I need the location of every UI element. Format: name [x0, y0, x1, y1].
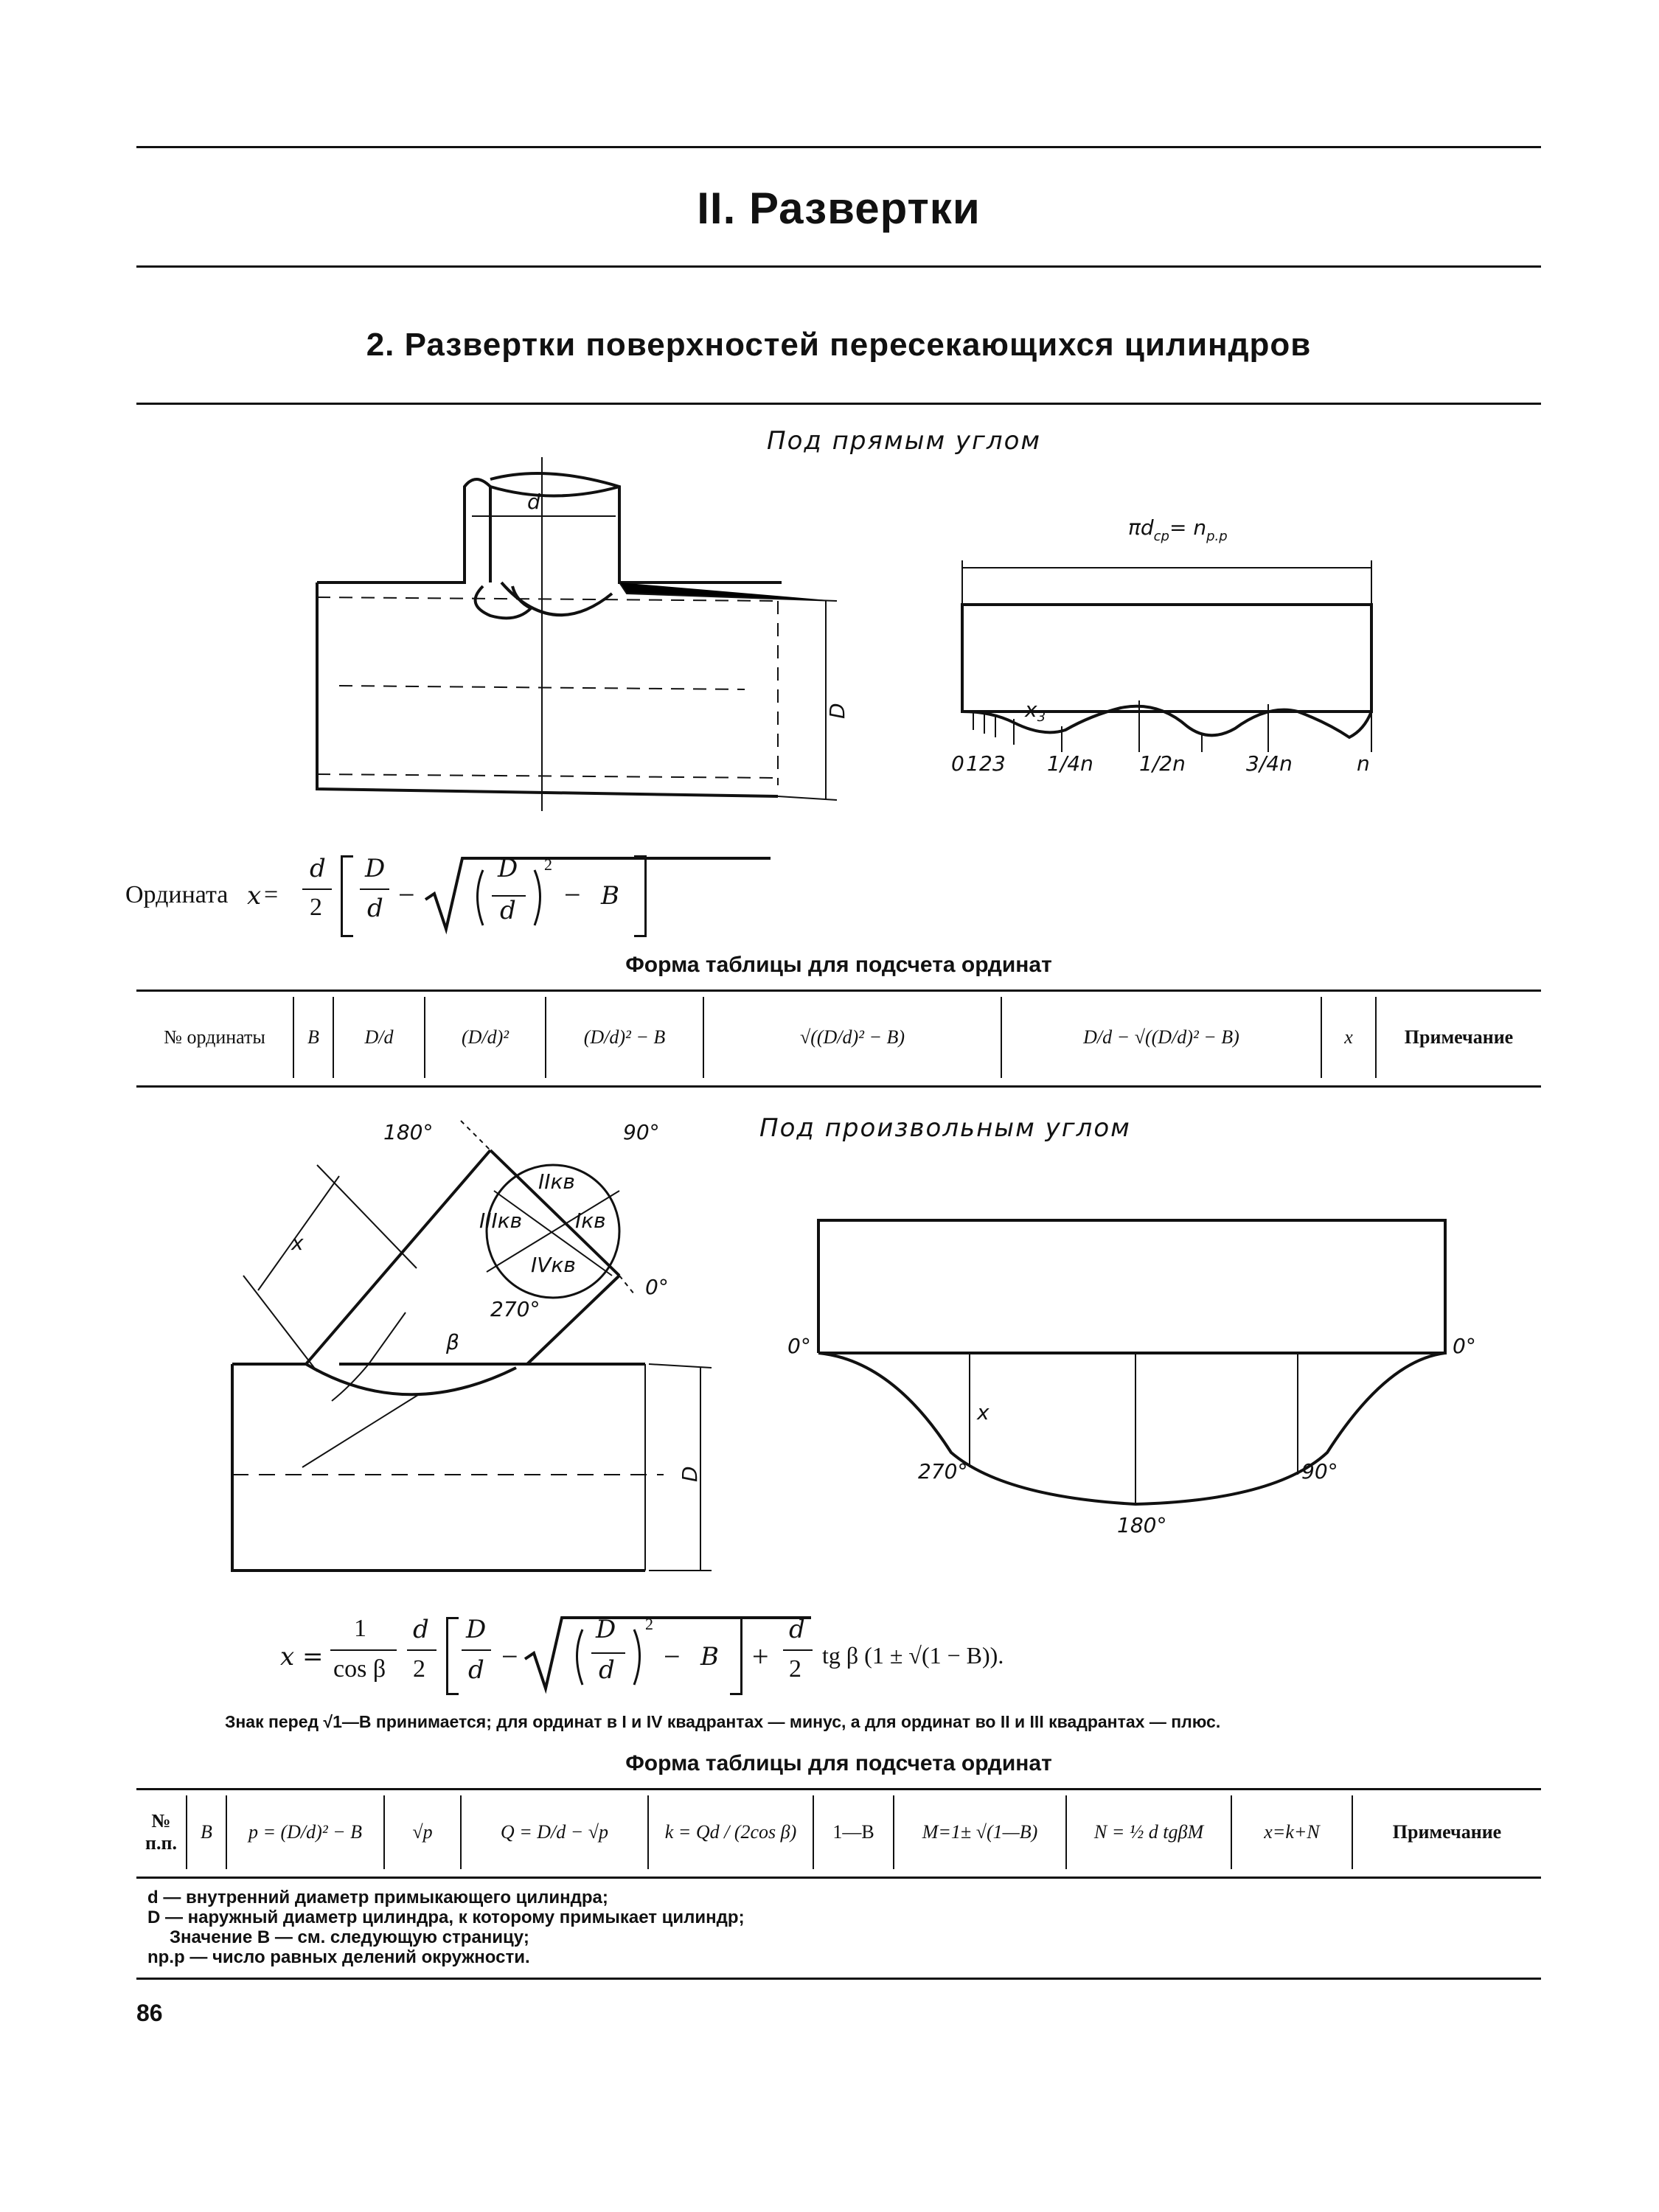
tick-0: 0	[951, 751, 964, 776]
subsection-title: 2. Развертки поверхностей пересекающихся цилиндров	[366, 327, 1312, 363]
intersection-curve-2	[306, 1364, 516, 1394]
label-right-0: 0°	[1453, 1334, 1476, 1358]
label-q3: IIIкв	[479, 1208, 523, 1233]
label-0: 0°	[645, 1275, 669, 1299]
t2-col-no	[136, 1795, 187, 1869]
f2-sqrt-D: D	[596, 1615, 616, 1644]
label-90: 90°	[623, 1120, 660, 1144]
f2-D: D	[466, 1615, 487, 1644]
tick-half: 1/2n	[1139, 751, 1186, 776]
t1-col-sqrt: √((D/d)² − B)	[703, 997, 1001, 1078]
t2-col-p: p = (D/d)² − B	[226, 1795, 384, 1869]
f2-d: d	[413, 1615, 429, 1644]
table1-bottom-rule	[136, 1085, 1541, 1088]
t2-col-N: N = ½ d tgβM	[1066, 1795, 1231, 1869]
label-D-2: D	[678, 1466, 702, 1482]
development-rectangle-2	[818, 1220, 1445, 1353]
tick-3: 3	[992, 751, 1006, 776]
t1-col-diff: D/d − √((D/d)² − B)	[1001, 997, 1321, 1078]
t1-col-note: Примечание	[1376, 997, 1541, 1078]
label-beta: β	[446, 1330, 459, 1354]
fig-right-angle-tee	[295, 442, 870, 826]
label-90-3: 90°	[1301, 1459, 1338, 1484]
t2-col-M: M=1± √(1—B)	[894, 1795, 1066, 1869]
note-B: Значение B — см. следующую страницу;	[170, 1927, 529, 1947]
note-d: d — внутренний диаметр примыкающего цилиндра;	[147, 1888, 608, 1907]
f2-tail: tg β (1 ± √(1 − B)).	[822, 1642, 1004, 1669]
table2	[136, 1795, 1541, 1869]
development-rectangle	[962, 605, 1371, 712]
t2-col-B: B	[187, 1795, 226, 1869]
bottom-rule	[136, 1978, 1541, 1980]
ordinate-x: x	[247, 881, 262, 911]
tick-three-quarter: 3/4n	[1246, 751, 1293, 776]
table1-top-rule	[136, 990, 1541, 992]
development-curve-2	[818, 1353, 1445, 1504]
branch-left-wall	[317, 479, 490, 582]
fig-arbitrary-angle-tee	[221, 1106, 737, 1593]
t2-col-sqrtp: √p	[384, 1795, 461, 1869]
legend-notes	[147, 1888, 1475, 1967]
rule-below-subtitle	[136, 403, 1541, 405]
page-number: 86	[136, 2000, 163, 2026]
f2-sq: 2	[645, 1615, 653, 1633]
label-270: 270°	[490, 1297, 540, 1321]
table2-top-rule	[136, 1788, 1541, 1790]
t2-col-k: k = Qd / (2cos β)	[648, 1795, 813, 1869]
f2-cos: cos β	[333, 1655, 386, 1683]
ordinate-B: B	[601, 881, 619, 911]
f2-minus: −	[501, 1640, 518, 1673]
t2-col-no-2: п.п.	[145, 1832, 177, 1854]
ordinate-prefix: Ордината	[125, 881, 229, 908]
f2-two2: 2	[789, 1655, 801, 1683]
branch-top-ellipse	[490, 487, 619, 496]
main-pipe-outline-2	[232, 1364, 645, 1571]
ordinate-two: 2	[310, 894, 322, 921]
top-rule	[136, 146, 1541, 148]
f2-xeq: x =	[280, 1642, 324, 1672]
fig-arbitrary-angle-development	[782, 1202, 1489, 1556]
t2-col-Q: Q = D/d − √p	[461, 1795, 648, 1869]
caption-arbitrary-angle: Под произвольным углом	[759, 1113, 1131, 1143]
t2-col-no-1: №	[151, 1810, 171, 1832]
t1-col-Dd2B: (D/d)² − B	[546, 997, 703, 1078]
t1-col-B: B	[293, 997, 333, 1078]
label-q2: IIкв	[538, 1169, 575, 1194]
cutaway-blob	[476, 586, 531, 618]
t2-col-note: Примечание	[1352, 1795, 1541, 1869]
f2-two: 2	[413, 1655, 425, 1683]
note-D: D — наружный диаметр цилиндра, к которому примыкает цилиндр;	[147, 1907, 745, 1927]
t2-col-x: x=k+N	[1231, 1795, 1352, 1869]
t1-col-no: № ординаты	[164, 1026, 265, 1048]
t1-col-Dd: D/d	[333, 997, 425, 1078]
label-x3: $x_3$	[1025, 698, 1046, 725]
table2-bottom-rule	[136, 1877, 1541, 1879]
ordinate-formula	[125, 848, 715, 936]
f2-B: B	[700, 1642, 719, 1672]
label-D: D	[825, 703, 849, 719]
label-left-0: 0°	[787, 1334, 811, 1358]
label-x-2: x	[291, 1231, 304, 1255]
ordinate-sq: 2	[544, 855, 552, 874]
ordinate-minus2: −	[564, 878, 581, 911]
f2-d2: d	[468, 1655, 484, 1685]
t2-col-1B: 1—B	[813, 1795, 894, 1869]
ordinate-sqrt-D: D	[498, 854, 518, 883]
label-q1: Iкв	[575, 1208, 606, 1233]
table1	[136, 997, 1541, 1078]
t1-col-Dd2: (D/d)²	[425, 997, 546, 1078]
note-n: nр.р — число равных делений окружности.	[147, 1947, 530, 1967]
table2-heading: Форма таблицы для подсчета ординат	[625, 1751, 1052, 1775]
f2-plus: +	[752, 1640, 769, 1673]
ordinate-d2: d	[367, 894, 383, 923]
ordinate-sqrt-d: d	[500, 896, 516, 925]
table1-heading: Форма таблицы для подсчета ординат	[625, 953, 1052, 977]
label-x-3: x	[977, 1400, 990, 1425]
f2-one: 1	[354, 1615, 366, 1642]
caption-right-angle: Под прямым углом	[767, 426, 1042, 456]
f2-sqrt-d: d	[599, 1655, 615, 1685]
sign-note: Знак перед √1—B принимается; для ординат в I и IV квадрантах — минус, а для ординат во II и III квадрантах — плюс.	[225, 1712, 1221, 1731]
label-q4: IVкв	[531, 1253, 576, 1277]
section-title: II. Развертки	[697, 184, 981, 233]
f2-minus2: −	[664, 1640, 681, 1673]
branch-right-edge	[527, 1276, 619, 1364]
tick-2: 2	[979, 751, 992, 776]
ordinate-D: D	[365, 854, 386, 883]
ordinate-formula-2	[280, 1611, 1165, 1700]
label-circumference: $\pi d_{ср}= n_{р.р}$	[1128, 515, 1228, 544]
tick-1: 1	[966, 751, 979, 776]
f2-d3: d	[789, 1615, 805, 1644]
tick-quarter: 1/4n	[1047, 751, 1093, 776]
ordinate-d: d	[310, 854, 326, 883]
tick-n: n	[1357, 751, 1370, 776]
label-180-3: 180°	[1117, 1513, 1167, 1537]
fig-right-angle-development	[944, 509, 1401, 789]
rule-below-title	[136, 265, 1541, 268]
label-270-3: 270°	[918, 1459, 968, 1484]
t1-col-x: x	[1321, 997, 1376, 1078]
label-180: 180°	[383, 1120, 434, 1144]
ordinate-minus: −	[398, 878, 415, 911]
ordinate-eq: =	[264, 881, 279, 908]
label-d: d	[527, 490, 540, 514]
